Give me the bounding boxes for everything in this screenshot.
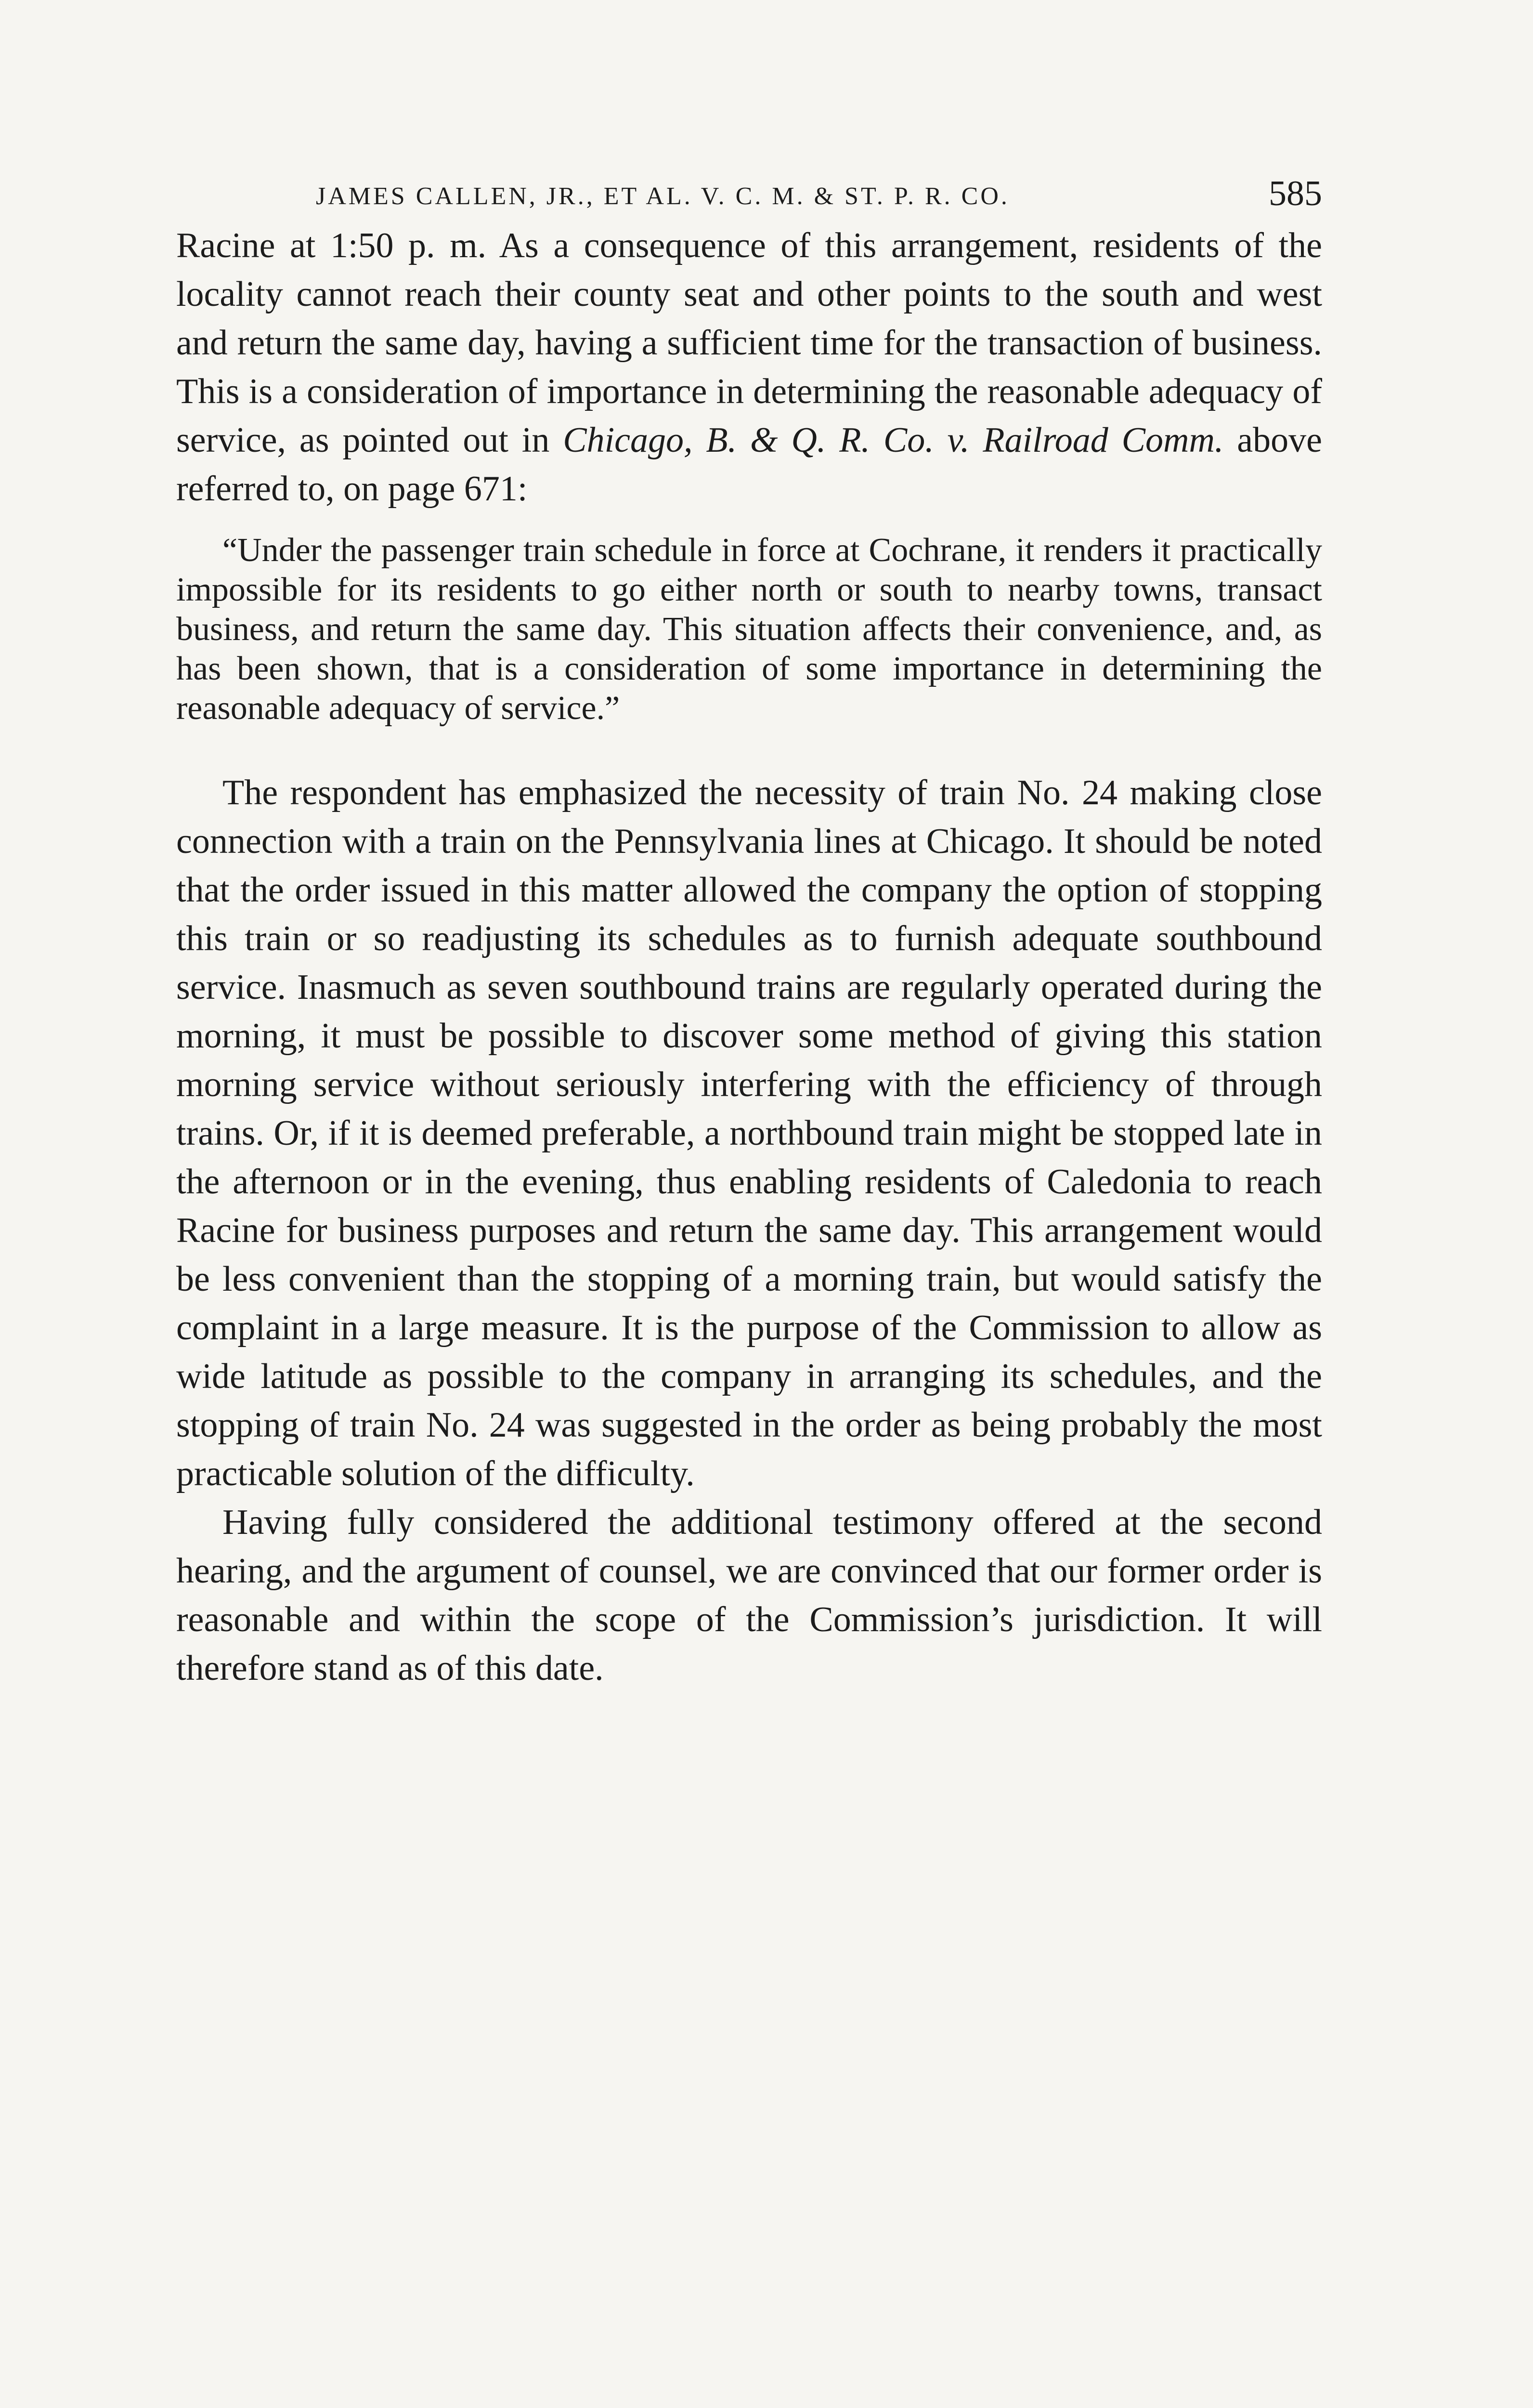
paragraph-1-text-b: above referred to, on page 671: xyxy=(176,420,1322,509)
paragraph-1 xyxy=(176,222,1322,513)
document-page xyxy=(176,169,1322,1693)
paragraph-3: Having fully considered the additional testimony offered at the second hearing, and the argument of counsel, we are convinced that our former order is reasonable and within the scope of the Commission’s jurisdiction. It will therefore stand as of this date. xyxy=(176,1503,1322,1688)
paragraph-2: The respondent has emphasized the necessity of train No. 24 making close connection with a train on the Pennsylvania lines at Chicago. It should be noted that the order issued in this matter allowed the company the option of stopping this train or so readjusting its schedules as to furnish adequate southbound service. Inasmuch as seven southbound trains are regularly operated during the morning, it must be possible to discover some method of giving this station morning service without seriously interfering with the efficiency of through trains. Or, if it is deemed preferable, a northbound train might be stopped late in the afternoon or in the evening, thus enabling residents of Caledonia to reach Racine for business purposes and return the same day. This arrangement would be less convenient than the stopping of a morning train, but would satisfy the complaint in a large measure. It is the purpose of the Commission to allow as wide latitude as possible to the company in arranging its schedules, and the stopping of train No. 24 was suggested in the order as being probably the most practicable solution of the difficulty. xyxy=(176,773,1322,1493)
page-number: 585 xyxy=(1269,174,1322,213)
case-citation: Chicago, B. & Q. R. Co. v. Railroad Comm. xyxy=(563,420,1224,460)
block-quote: “Under the passenger train schedule in force at Cochrane, it renders it practically impossible for its residents to go either north or south to nearby towns, transact business, and return the same day. This situation affects their convenience, and, as has been shown, that is a consideration of some importance in determining the reasonable adequacy of service.” xyxy=(176,532,1322,727)
running-title: JAMES CALLEN, JR., ET AL. V. C. M. & ST. P. R. CO. xyxy=(316,183,1010,210)
paragraph-1-text-a: Racine at 1:50 p. m. As a consequence of this arrangement, residents of the locality cannot reach their county seat and other points to the south and west and return the same day, having a sufficient time for the transaction of business. This is a consideration of importance in determining the reasonable adequacy of service, as pointed out in xyxy=(176,226,1322,460)
running-head xyxy=(176,169,1322,222)
